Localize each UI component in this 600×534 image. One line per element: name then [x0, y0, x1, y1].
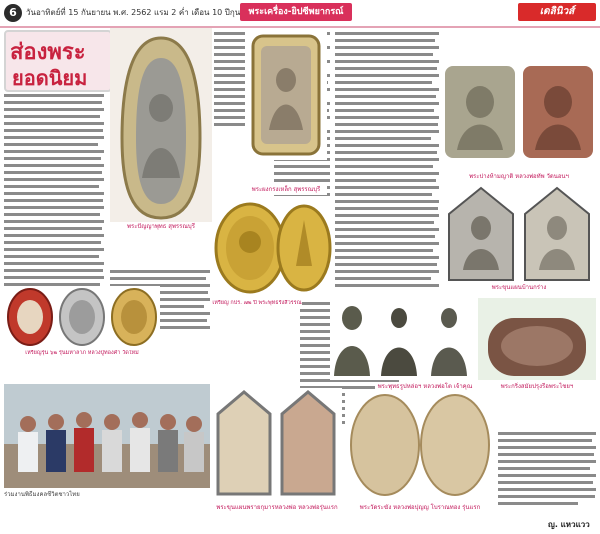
- amulet-image-top: [110, 28, 212, 228]
- article-column-1: [4, 92, 104, 312]
- amulet-photo-box: [245, 30, 327, 160]
- newspaper-brand: เดลินิวส์: [518, 3, 596, 21]
- caption-frames-left: พระขุนแผนพรายกุมารหลวงพ่อ หลวงพ่อรุ่นแรก: [212, 503, 342, 513]
- column-logo-line2: ยอดนิยม: [12, 66, 88, 90]
- gold-coins-image: [212, 196, 334, 300]
- amulet-image-box: [245, 30, 327, 160]
- text-lines-1: [4, 92, 104, 312]
- caption-group-photo: ร่วมงานพิธีมงคลชีวิตชาวไทย: [4, 490, 210, 500]
- column-logo-line1: ส่องพระ: [10, 39, 86, 65]
- text-lines-3: [335, 30, 439, 294]
- text-lines-6: [498, 430, 596, 516]
- buddha-group-photo: [478, 298, 596, 380]
- group-photo: [4, 384, 210, 488]
- amulet-photo-top: [110, 28, 212, 228]
- section-title: พระเครื่อง-ยิปซีพยากรณ์: [240, 3, 352, 21]
- page-number: 6: [4, 4, 22, 22]
- caption-buddha-statues: พระพุทธรูปหล่อฯ หลวงพ่อโต เจ้าคุณ: [375, 382, 475, 392]
- amulet-photo-tr1: [443, 62, 595, 162]
- amulet-image-tr2: [443, 184, 595, 284]
- buddha-group-image: [478, 298, 596, 380]
- bronze-amulet-image: [330, 296, 375, 380]
- caption-amulet-box: พระผงกรงเหล็ก สุพรรณบุรี: [245, 185, 327, 195]
- amulet-image-tr1: [443, 62, 595, 162]
- caption-cream-amulet: พระวัดระฆัง หลวงพ่อปุญญ โบราณทอง รุ่นแรก: [345, 503, 495, 513]
- caption-amulet-tr1: พระปางห้ามญาติ หลวงพ่อทัพ วัดนอนฯ: [443, 172, 595, 182]
- author-byline: ญ. แหวแวว: [548, 520, 590, 529]
- bronze-amulet-photo: [330, 296, 375, 380]
- caption-gold-coins: เหรียญ กปร. ๗๒ ปี พระพุทธรังสีวรรณ: [212, 300, 302, 306]
- column-logo: [4, 30, 112, 92]
- cream-amulet-photo: [345, 390, 495, 500]
- frames-left-photo: [212, 388, 342, 498]
- group-photo-image: [4, 384, 210, 488]
- gold-coins-photo: [212, 196, 334, 300]
- buddha-statues-photo: [375, 298, 475, 380]
- cream-amulet-image: [345, 390, 495, 500]
- dateline: วันอาทิตย์ที่ 15 กันยายน พ.ศ. 2562 แรม 2 ค่ำ เดือน 10 ปีกุน: [26, 8, 241, 17]
- caption-amulet-top: พระปัญญาพุทธ สุพรรณบุรี: [110, 222, 212, 232]
- caption-amulet-tr2: พระขุนแผนบ้านกร่าง: [443, 283, 595, 293]
- article-column-3: [335, 30, 439, 294]
- caption-color-coins: เหรียญรุ่น ๖๒ รุ่นมหาลาภ หลวงปู่ทองคำ วัดใหม่: [4, 350, 160, 357]
- color-coins-image: [4, 286, 160, 348]
- amulet-photo-tr2: [443, 184, 595, 284]
- frames-left-image: [212, 388, 342, 498]
- buddha-statues-image: [375, 298, 475, 380]
- color-coins-photo: [4, 286, 160, 348]
- caption-buddha-group: พระกริ่งสมัยปรุงรีอพระไชยฯ: [478, 382, 596, 392]
- article-column-6: [498, 430, 596, 516]
